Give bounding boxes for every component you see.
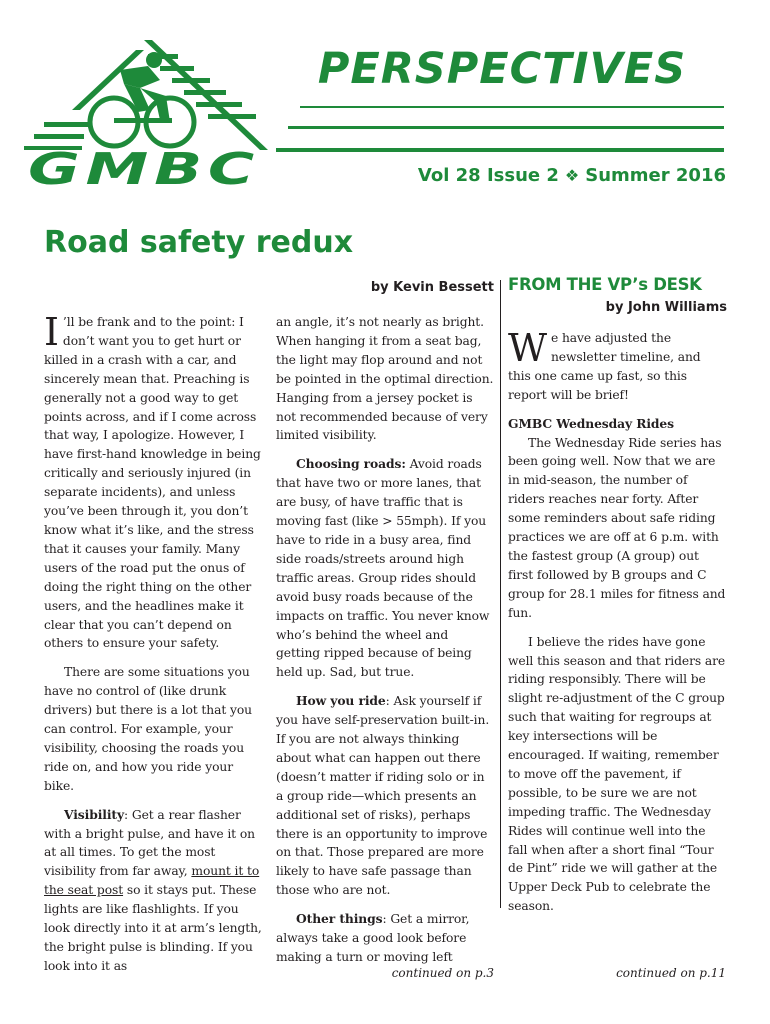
- subhead-wednesday-rides: GMBC Wednesday Rides: [508, 415, 674, 431]
- article-paragraph: There are some situations you have no control of (like drunk drivers) but there is a lot that you can control. For example, your visibility, choosing the roads you ride on, and how you ride your bike.: [44, 665, 252, 793]
- article-paragraph: [276, 910, 495, 967]
- article-paragraph: [44, 310, 262, 653]
- issue-info: [418, 165, 726, 186]
- issue-season: Summer 2016: [585, 165, 726, 186]
- masthead-rule: [288, 126, 724, 129]
- article-paragraph: [276, 455, 495, 682]
- subhead-visibility: Visibility: [64, 806, 125, 822]
- article-headline: Road safety redux: [44, 225, 354, 260]
- article-paragraph: an angle, it’s not nearly as bright. When hanging it from a seat bag, the light may flop around and not be pointed in the optimal direction. Hanging from a jersey pocket is not recommended because of very limited visibility.: [276, 315, 494, 443]
- svg-text:GMBC: GMBC: [28, 144, 260, 190]
- paragraph-text: Avoid roads that have two or more lanes, that are busy, of have traffic that is moving fast (like > 55mph). If you have to ride in a busy area, find side roads/streets around high traffic areas. Group rides should avoid busy roads because of the impacts on traffic. You never know who’s behind the wheel and getting ripped because of being held up. Sad, but true.: [276, 457, 490, 680]
- masthead-rule: [276, 148, 724, 152]
- paragraph-text: : Ask yourself if you have self-preservation built-in. If you are not always thinking about what can happen out there (doesn’t matter if riding solo or in a group ride—which presents an additional set of risks), perhaps there is an opportunity to improve on that. Those prepared are more likely to have safe passage than those who are not.: [276, 694, 490, 898]
- sidebar-paragraph: I believe the rides have gone well this season and that riders are riding responsibly. There will be slight re-adjustment of the C group such that waiting for regroups at key intersections will be encouraged. If waiting, remember to move off the pavement, if possible, to be sure we are not impeding traffic. The Wednesday Rides will continue well into the fall when after a short final “Tour de Pint” ride we will gather at the Upper Deck Pub to celebrate the season.: [508, 634, 726, 914]
- article-column-1: [44, 310, 262, 976]
- continued-note: continued on p.11: [616, 966, 726, 980]
- drop-cap: W: [508, 326, 547, 370]
- gmbc-logo: [20, 40, 268, 190]
- paragraph-text: ’ll be frank and to the point: I don’t want you to get hurt or killed in a crash with a car, and sincerely mean that. Preaching is generally not a good way to get points across, and if I come across that way, I apologize. However, I have first-hand knowledge in being critically and seriously injured (in separate incidents), and unless you’ve been through it, you don’t know what it’s like, and the stress that it causes your family. Many users of the road put the onus of doing the right thing on the other users, and the headlines make it clear that you can’t depend on others to ensure your safety.: [44, 315, 261, 651]
- column-divider: [500, 280, 501, 908]
- sidebar-column: [508, 326, 727, 916]
- newsletter-title: PERSPECTIVES: [317, 44, 687, 94]
- sidebar-paragraph: The Wednesday Ride series has been going well. Now that we are in mid-season, the number of riders reaches near forty. After some reminders about safe riding practices we are off at 6 p.m. with the fastest group (A group) out first followed by B groups and C group for 28.1 miles for fitness and fun.: [508, 435, 726, 620]
- article-paragraph: [276, 692, 495, 900]
- paragraph-text: e have adjusted the newsletter timeline, and this one came up fast, so this report will be brief!: [508, 331, 701, 402]
- issue-volume: Vol 28 Issue 2: [417, 165, 559, 186]
- paragraph-text: so it stays put. These lights are like flashlights. If you look directly into it at arm’s length, the bright pulse is blinding. If you look into it as: [44, 883, 262, 973]
- masthead-rule: [300, 106, 724, 108]
- sidebar-paragraph: [508, 326, 727, 405]
- article-paragraph: [44, 806, 262, 976]
- logo-lettering: [28, 144, 260, 190]
- subhead-how-you-ride: How you ride: [296, 693, 386, 709]
- diamond-separator-icon: ❖: [564, 166, 580, 185]
- article-byline: by Kevin Bessett: [370, 280, 494, 295]
- subhead-other-things: Other things: [296, 911, 383, 927]
- continued-note: continued on p.3: [391, 966, 494, 980]
- drop-cap: I: [44, 310, 59, 354]
- paragraph-text: : Get a rear flasher with a bright pulse, and have it on at all times. To get the most visibility from far away,: [44, 807, 255, 879]
- sidebar-subhead: [508, 415, 727, 434]
- sidebar-title: FROM THE VP’s DESK: [508, 275, 702, 294]
- paragraph-text: : Get a mirror, always take a good look before making a turn or moving left: [276, 912, 470, 964]
- article-column-2: [276, 313, 495, 967]
- subhead-choosing-roads: Choosing roads:: [296, 456, 406, 472]
- sidebar-byline: by John Williams: [605, 300, 727, 315]
- underlined-text: mount it to the seat post: [44, 864, 260, 898]
